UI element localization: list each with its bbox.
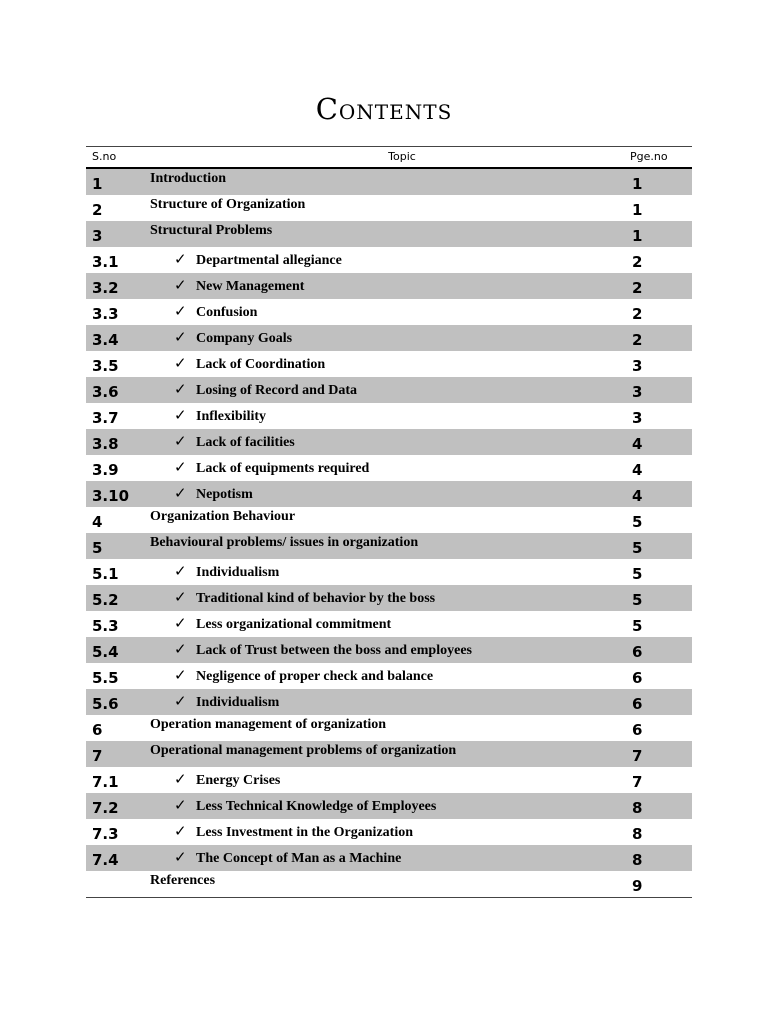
toc-row-page: 1 <box>632 201 643 219</box>
toc-row <box>86 455 692 481</box>
toc-row <box>86 793 692 819</box>
toc-row-topic <box>174 770 280 789</box>
toc-row-page: 5 <box>632 591 643 609</box>
checkmark-icon: ✓ <box>174 486 187 502</box>
toc-row-page: 4 <box>632 461 643 479</box>
toc-topic-label: Energy Crises <box>196 773 281 788</box>
toc-row-page: 2 <box>632 279 643 297</box>
toc-row-page: 5 <box>632 513 643 531</box>
checkmark-icon: ✓ <box>174 772 187 788</box>
toc-row-number: 3.3 <box>92 305 119 323</box>
toc-row-page: 1 <box>632 227 643 245</box>
toc-topic-label: Lack of facilities <box>196 435 295 450</box>
toc-topic-label: Structural Problems <box>150 223 273 238</box>
page-title: Contents <box>315 92 453 126</box>
toc-topic-label: Traditional kind of behavior by the boss <box>196 591 436 606</box>
toc-topic-label: Operational management problems of organization <box>150 743 457 758</box>
toc-topic-label: Negligence of proper check and balance <box>196 669 434 684</box>
toc-row-topic <box>174 484 253 503</box>
toc-row-number: 1 <box>92 175 103 193</box>
toc-row-number: 3.9 <box>92 461 119 479</box>
toc-row-topic <box>174 822 413 841</box>
toc-row-number: 3.2 <box>92 279 119 297</box>
checkmark-icon: ✓ <box>174 616 187 632</box>
toc-row-page: 1 <box>632 175 643 193</box>
toc-row-topic <box>174 666 433 685</box>
toc-row-number: 5.2 <box>92 591 119 609</box>
toc-topic-label: Lack of Trust between the boss and employees <box>196 643 472 658</box>
toc-row <box>86 637 692 663</box>
toc-row-topic <box>174 614 391 633</box>
checkmark-icon: ✓ <box>174 694 187 710</box>
toc-topic-label: Individualism <box>196 695 280 710</box>
checkmark-icon: ✓ <box>174 252 187 268</box>
toc-row-topic <box>150 717 386 733</box>
toc-row-number: 7 <box>92 747 103 765</box>
toc-row-topic <box>174 276 304 295</box>
checkmark-icon: ✓ <box>174 460 187 476</box>
table-of-contents <box>86 146 692 898</box>
checkmark-icon: ✓ <box>174 304 187 320</box>
toc-row-topic <box>174 432 295 451</box>
checkmark-icon: ✓ <box>174 642 187 658</box>
checkmark-icon: ✓ <box>174 824 187 840</box>
toc-row-page: 6 <box>632 643 643 661</box>
toc-row-number: 3 <box>92 227 103 245</box>
toc-row-page: 6 <box>632 721 643 739</box>
toc-row-topic <box>174 562 279 581</box>
toc-row-topic <box>174 692 279 711</box>
checkmark-icon: ✓ <box>174 330 187 346</box>
toc-rows <box>86 169 692 897</box>
toc-topic-label: Nepotism <box>196 487 253 502</box>
checkmark-icon: ✓ <box>174 434 187 450</box>
toc-row-number: 7.4 <box>92 851 119 869</box>
checkmark-icon: ✓ <box>174 850 187 866</box>
table-bottom-rule <box>86 897 692 898</box>
toc-row <box>86 377 692 403</box>
checkmark-icon: ✓ <box>174 408 187 424</box>
toc-row-number: 3.5 <box>92 357 119 375</box>
toc-row-number: 6 <box>92 721 103 739</box>
toc-row <box>86 403 692 429</box>
toc-row-number: 3.10 <box>92 487 130 505</box>
toc-topic-label: Structure of Organization <box>150 197 306 212</box>
toc-row <box>86 741 692 767</box>
toc-row-number: 7.1 <box>92 773 119 791</box>
toc-row-number: 4 <box>92 513 103 531</box>
toc-row-number: 3.7 <box>92 409 119 427</box>
toc-row-number: 2 <box>92 201 103 219</box>
toc-row <box>86 299 692 325</box>
toc-row-topic <box>150 171 226 187</box>
toc-row-page: 3 <box>632 409 643 427</box>
toc-row <box>86 247 692 273</box>
toc-row-number: 5.5 <box>92 669 119 687</box>
toc-row-number: 5.1 <box>92 565 119 583</box>
toc-row-page: 3 <box>632 357 643 375</box>
toc-topic-label: Departmental allegiance <box>196 253 342 268</box>
toc-row-topic <box>174 380 357 399</box>
toc-row-number: 3.6 <box>92 383 119 401</box>
toc-topic-label: Less Technical Knowledge of Employees <box>196 799 437 814</box>
toc-topic-label: Less Investment in the Organization <box>196 825 413 840</box>
toc-topic-label: Company Goals <box>196 331 293 346</box>
toc-topic-label: Organization Behaviour <box>150 509 296 524</box>
toc-row-topic <box>174 640 472 659</box>
toc-topic-label: New Management <box>196 279 305 294</box>
toc-row-topic <box>174 458 369 477</box>
toc-row-topic <box>150 509 295 525</box>
checkmark-icon: ✓ <box>174 382 187 398</box>
toc-topic-label: Lack of equipments required <box>196 461 370 476</box>
toc-row-number: 3.8 <box>92 435 119 453</box>
toc-row <box>86 169 692 195</box>
checkmark-icon: ✓ <box>174 278 187 294</box>
table-header <box>86 146 692 169</box>
toc-topic-label: Individualism <box>196 565 280 580</box>
header-page: Pge.no <box>630 150 668 163</box>
toc-row <box>86 689 692 715</box>
toc-row-topic <box>174 354 325 373</box>
toc-row <box>86 845 692 871</box>
toc-topic-label: References <box>150 873 216 888</box>
toc-row <box>86 819 692 845</box>
toc-row <box>86 585 692 611</box>
toc-row-topic <box>150 873 215 889</box>
toc-topic-label: Introduction <box>150 171 226 186</box>
toc-row <box>86 871 692 897</box>
toc-row <box>86 767 692 793</box>
toc-row-number: 5 <box>92 539 103 557</box>
toc-row-topic <box>150 535 418 551</box>
toc-topic-label: Less organizational commitment <box>196 617 392 632</box>
checkmark-icon: ✓ <box>174 356 187 372</box>
checkmark-icon: ✓ <box>174 798 187 814</box>
toc-row-page: 7 <box>632 747 643 765</box>
toc-row-page: 2 <box>632 253 643 271</box>
toc-row-topic <box>174 302 257 321</box>
toc-row-number: 7.3 <box>92 825 119 843</box>
toc-row-topic <box>150 197 305 213</box>
toc-row-topic <box>174 250 342 269</box>
toc-row-page: 8 <box>632 851 643 869</box>
toc-row-page: 8 <box>632 825 643 843</box>
toc-topic-label: Lack of Coordination <box>196 357 326 372</box>
toc-row-number: 3.4 <box>92 331 119 349</box>
toc-row-page: 2 <box>632 305 643 323</box>
toc-row-topic <box>174 588 435 607</box>
toc-row-topic <box>174 406 266 425</box>
toc-row-page: 6 <box>632 669 643 687</box>
toc-row-number: 5.4 <box>92 643 119 661</box>
toc-row-number: 5.3 <box>92 617 119 635</box>
header-sno: S.no <box>92 150 117 163</box>
toc-row-page: 4 <box>632 435 643 453</box>
toc-topic-label: Operation management of organization <box>150 717 387 732</box>
toc-row <box>86 351 692 377</box>
toc-row <box>86 559 692 585</box>
toc-topic-label: Inflexibility <box>196 409 267 424</box>
toc-row-topic <box>174 796 436 815</box>
toc-row-page: 5 <box>632 565 643 583</box>
toc-row-topic <box>150 223 272 239</box>
toc-row-number: 7.2 <box>92 799 119 817</box>
toc-row-topic <box>174 328 292 347</box>
toc-row-page: 4 <box>632 487 643 505</box>
toc-row-page: 5 <box>632 539 643 557</box>
checkmark-icon: ✓ <box>174 668 187 684</box>
toc-row-number: 5.6 <box>92 695 119 713</box>
checkmark-icon: ✓ <box>174 564 187 580</box>
toc-row-page: 6 <box>632 695 643 713</box>
toc-row <box>86 715 692 741</box>
toc-row <box>86 663 692 689</box>
toc-row <box>86 507 692 533</box>
toc-topic-label: Losing of Record and Data <box>196 383 358 398</box>
toc-row <box>86 533 692 559</box>
toc-topic-label: Behavioural problems/ issues in organization <box>150 535 419 550</box>
toc-row-topic <box>174 848 401 867</box>
toc-row <box>86 325 692 351</box>
toc-row-page: 3 <box>632 383 643 401</box>
toc-row <box>86 429 692 455</box>
toc-row-page: 9 <box>632 877 643 895</box>
toc-topic-label: The Concept of Man as a Machine <box>196 851 402 866</box>
toc-row <box>86 481 692 507</box>
toc-row <box>86 273 692 299</box>
toc-row-page: 5 <box>632 617 643 635</box>
toc-row <box>86 221 692 247</box>
toc-row <box>86 195 692 221</box>
toc-row <box>86 611 692 637</box>
toc-row-page: 8 <box>632 799 643 817</box>
toc-row-page: 7 <box>632 773 643 791</box>
toc-topic-label: Confusion <box>196 305 258 320</box>
checkmark-icon: ✓ <box>174 590 187 606</box>
toc-row-page: 2 <box>632 331 643 349</box>
toc-row-topic <box>150 743 456 759</box>
header-topic: Topic <box>388 150 416 163</box>
toc-row-number: 3.1 <box>92 253 119 271</box>
